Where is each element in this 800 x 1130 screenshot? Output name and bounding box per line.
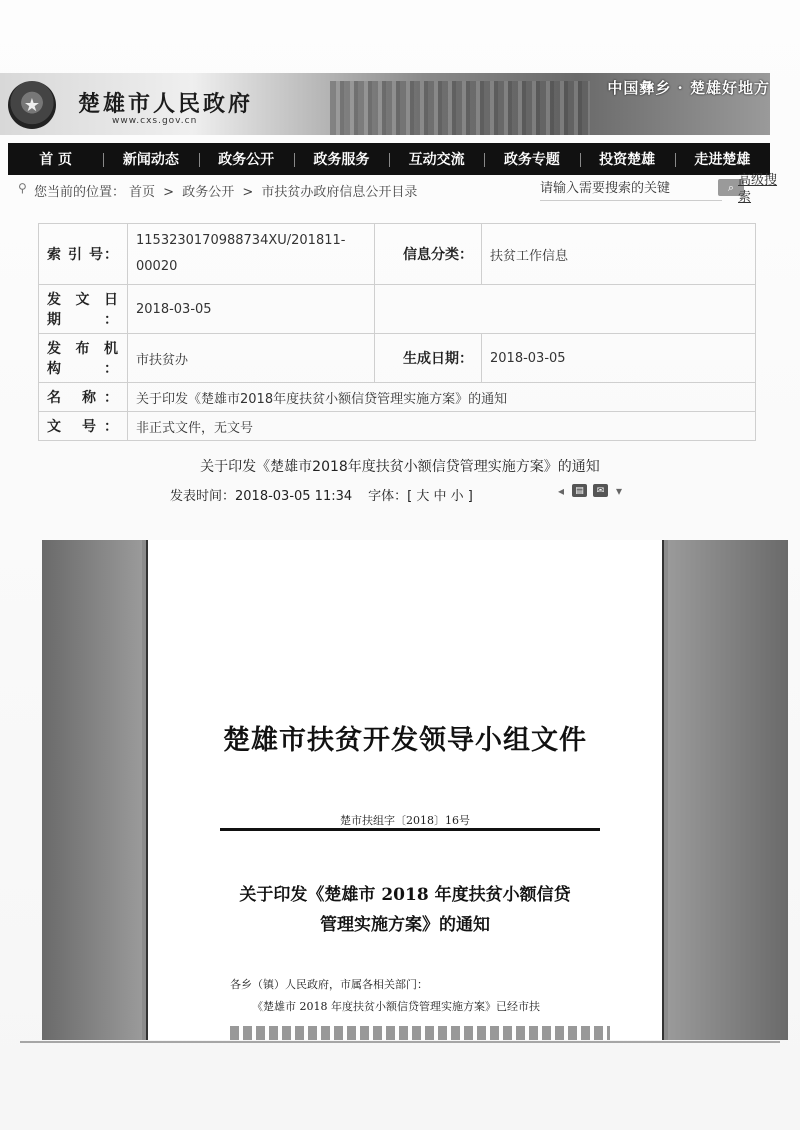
publish-time: 发表时间：2018-03-05 11:34 xyxy=(170,489,353,504)
breadcrumb-separator: > xyxy=(163,185,175,200)
name-value: 关于印发《楚雄市2018年度扶贫小额信贷管理实施方案》的通知 xyxy=(128,383,756,412)
table-row xyxy=(39,412,756,441)
table-row xyxy=(39,334,756,383)
search-box xyxy=(540,178,735,201)
breadcrumb-separator: > xyxy=(242,185,254,200)
info-table xyxy=(38,223,756,441)
article-title: 关于印发《楚雄市2018年度扶贫小额信贷管理实施方案》的通知 xyxy=(200,459,600,475)
issue-date-value: 2018-03-05 xyxy=(128,285,375,334)
banner-slogan: 中国彝乡 · 楚雄好地方 xyxy=(607,79,770,97)
table-row xyxy=(39,224,756,285)
publisher-label: 发布机构： xyxy=(39,334,128,383)
nav-item-invest[interactable]: 投资楚雄 xyxy=(580,149,675,169)
site-url: www.cxs.gov.cn xyxy=(112,116,198,126)
empty-cell xyxy=(375,285,756,334)
breadcrumb-item-gov-affairs[interactable]: 政务公开 xyxy=(182,185,235,200)
nav-item-news[interactable]: 新闻动态 xyxy=(103,149,198,169)
publisher-value: 市扶贫办 xyxy=(128,334,375,383)
breadcrumb-item-catalog[interactable]: 市扶贫办政府信息公开目录 xyxy=(261,185,418,200)
viewer-margin-left xyxy=(42,540,142,1040)
breadcrumb-prefix: 您当前的位置： xyxy=(34,185,126,200)
national-emblem-icon: ★ xyxy=(8,81,56,129)
print-icon[interactable]: ▤ xyxy=(572,484,587,497)
search-input[interactable] xyxy=(540,178,700,198)
document-title-line-1: 关于印发《楚雄市 2018 年度扶贫小额信贷 xyxy=(239,885,571,905)
doc-no-value: 非正式文件，无文号 xyxy=(128,412,756,441)
chevron-down-icon[interactable]: ▾ xyxy=(615,483,623,498)
document-divider xyxy=(220,828,600,831)
table-row xyxy=(39,285,756,334)
main-nav xyxy=(8,143,770,175)
category-value: 扶贫工作信息 xyxy=(482,224,756,285)
nav-item-services[interactable]: 政务服务 xyxy=(294,149,389,169)
nav-item-home[interactable]: 首 页 xyxy=(39,152,73,168)
document-number: 楚市扶组字〔2018〕16号 xyxy=(340,814,470,827)
mail-icon[interactable]: ✉ xyxy=(593,484,608,497)
location-pin-icon: ⚲ xyxy=(18,181,27,195)
generate-date-value: 2018-03-05 xyxy=(482,334,756,383)
banner-cityscape xyxy=(330,81,590,135)
generate-date-label: 生成日期： xyxy=(375,334,482,383)
document-title xyxy=(148,880,662,940)
document-heading: 楚雄市扶贫开发领导小组文件 xyxy=(223,725,587,756)
page-bottom-line xyxy=(20,1041,780,1043)
document-page xyxy=(146,540,664,1040)
viewer-margin-right xyxy=(668,540,788,1040)
name-label: 名 称： xyxy=(39,383,128,412)
share-icon[interactable]: ◂ xyxy=(557,483,565,498)
article-meta xyxy=(170,485,473,504)
document-title-line-2: 管理实施方案》的通知 xyxy=(320,915,490,935)
article-tools xyxy=(556,484,624,497)
breadcrumb-bar xyxy=(18,173,778,208)
nav-item-topics[interactable]: 政务专题 xyxy=(484,149,579,169)
site-banner xyxy=(0,73,770,135)
font-size-switcher[interactable]: 字体：[ 大 中 小 ] xyxy=(368,489,473,504)
doc-no-label: 文 号： xyxy=(39,412,128,441)
nav-item-interaction[interactable]: 互动交流 xyxy=(389,149,484,169)
table-row xyxy=(39,383,756,412)
category-label: 信息分类： xyxy=(375,224,482,285)
document-viewer xyxy=(42,540,788,1040)
search-icon: ⌕ xyxy=(727,180,735,194)
document-paragraph: 《楚雄市 2018 年度扶贫小额信贷管理实施方案》已经市扶 xyxy=(252,1000,540,1013)
nav-item-about[interactable]: 走进楚雄 xyxy=(675,149,770,169)
breadcrumb-item-home[interactable]: 首页 xyxy=(129,185,156,200)
site-title[interactable]: 楚雄市人民政府 xyxy=(78,91,254,117)
document-cut-text xyxy=(230,1026,610,1040)
document-greeting: 各乡（镇）人民政府，市属各相关部门： xyxy=(230,978,428,991)
issue-date-label: 发文日期： xyxy=(39,285,128,334)
breadcrumb xyxy=(34,181,421,200)
advanced-search-link[interactable]: 高级搜索 xyxy=(738,173,778,205)
index-value: 1153230170988734XU/201811-00020 xyxy=(128,224,375,285)
nav-item-gov-affairs[interactable]: 政务公开 xyxy=(199,149,294,169)
index-label: 索 引 号： xyxy=(39,224,128,285)
